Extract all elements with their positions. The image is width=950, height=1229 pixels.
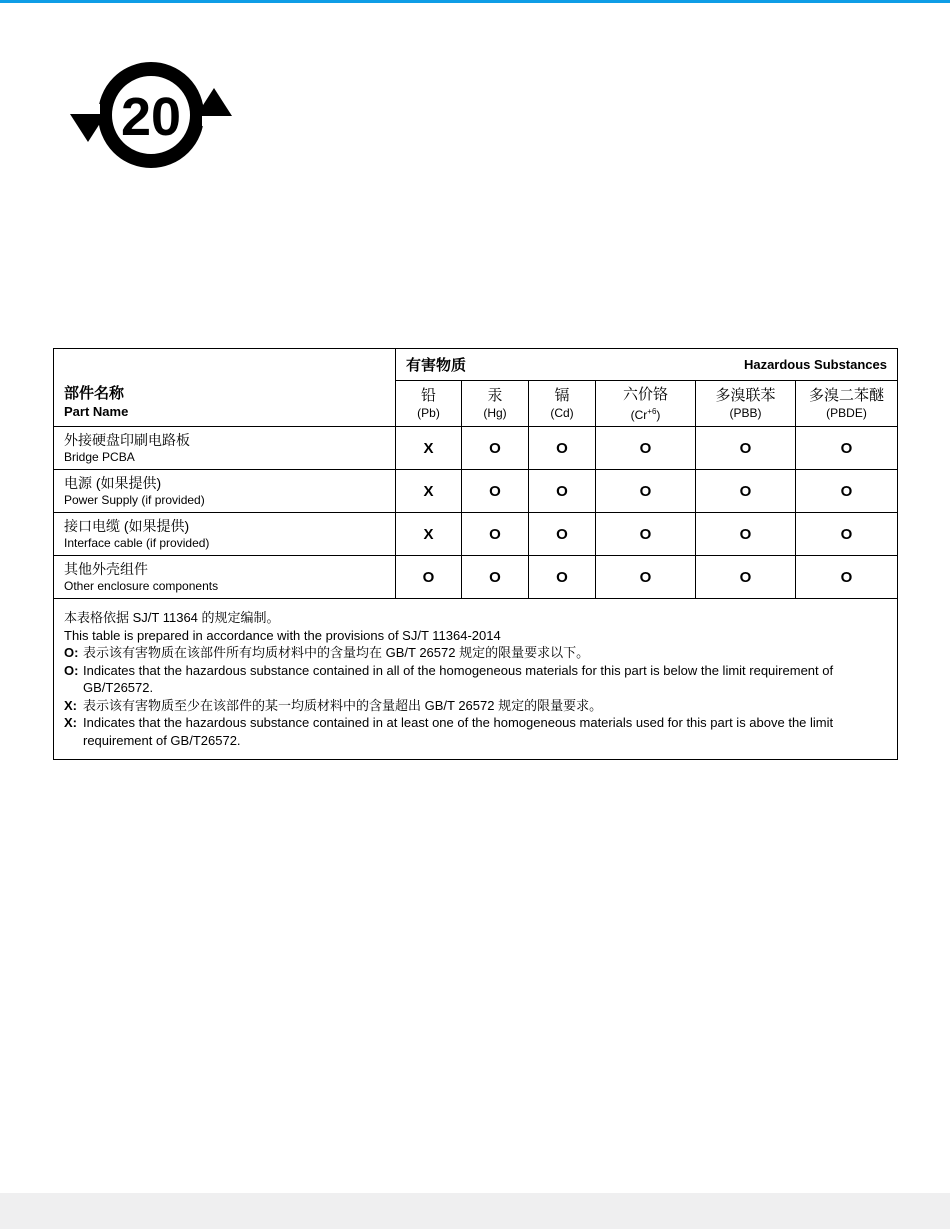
part-en: Bridge PCBA [64,450,135,464]
note-standard-en: This table is prepared in accordance with the provisions of SJ/T 11364-2014 [64,627,501,643]
substance-mark: O [529,556,596,599]
substance-mark: O [396,556,462,599]
substance-en: (PBB) [729,406,762,420]
note-standard-cn: 本表格依据 SJ/T 11364 的规定编制。 [64,610,280,625]
table-row [54,513,898,556]
substance-mark: X [396,470,462,513]
note-x-en [64,714,887,749]
substance-mark: O [696,427,796,470]
substance-mark: O [596,513,696,556]
hazardous-header-en: Hazardous Substances [743,357,887,372]
substance-header-mercury [462,381,529,427]
substance-mark: O [529,427,596,470]
table-row [54,470,898,513]
part-cn: 电源 (如果提供) [64,475,162,491]
note-label: X: [64,697,77,713]
substance-header-lead [396,381,462,427]
footer-band [0,1193,950,1229]
substance-cn: 多溴联苯 [715,387,776,404]
substance-mark: O [696,556,796,599]
substance-header-cadmium [529,381,596,427]
table-notes [54,599,898,760]
note-text: Indicates that the hazardous substance contained in at least one of the homogeneous materials used for this part is above the limit requirement of GB/T26572. [83,715,834,748]
table-row [54,427,898,470]
substance-mark: O [796,556,898,599]
part-name-cell [54,470,396,513]
substance-mark: O [796,427,898,470]
part-name-header [54,349,396,427]
part-name-header-en: Part Name [64,404,129,419]
substance-en: $(Cr^{+6})$ [630,406,661,422]
substance-header-pbde [796,381,898,427]
substance-mark: O [529,470,596,513]
substance-cn: 镉 [554,387,570,404]
table-row [54,556,898,599]
hazardous-header-cn: 有害物质 [406,357,467,374]
logo-number: 20 [120,87,182,147]
substance-mark: O [462,556,529,599]
substance-mark: O [529,513,596,556]
substance-en: (Cd) [550,406,574,420]
note-o-cn [64,644,887,662]
part-cn: 其他外壳组件 [64,561,148,577]
part-en: Other enclosure components [64,579,219,593]
part-en: Power Supply (if provided) [64,493,205,507]
part-cn: 接口电缆 (如果提供) [64,518,190,534]
hazardous-substances-table [53,348,898,760]
note-label: X: [64,715,77,730]
substance-cn: 多溴二苯醚 [808,387,884,404]
note-text: Indicates that the hazardous substance contained in all of the homogeneous materials for this part is below the limit requirement of GB/T26572. [83,662,834,695]
substance-mark: O [462,427,529,470]
substance-cn: 铅 [420,387,436,404]
substance-mark: O [596,556,696,599]
hazardous-substances-header [396,349,898,381]
substance-cn: 六价铬 [622,385,668,403]
substance-mark: X [396,513,462,556]
part-en: Interface cable (if provided) [64,536,210,550]
note-x-cn [64,697,887,715]
part-name-cell [54,556,396,599]
substance-superscript: +6 [647,406,657,416]
note-label: O: [64,645,79,660]
top-accent-bar [0,0,950,3]
note-text: 表示该有害物质在该部件所有均质材料中的含量均在 GB/T 26572 规定的限量要求以下。 [83,645,590,660]
substance-header-chromium [596,381,696,427]
note-o-en [64,662,887,697]
substance-cn: 汞 [487,387,503,404]
substance-mark: O [462,513,529,556]
substance-mark: O [596,470,696,513]
part-cn: 外接硬盘印刷电路板 [64,432,190,448]
substance-en: (PBDE) [826,406,867,420]
part-name-cell [54,427,396,470]
part-name-cell [54,513,396,556]
substance-mark: X [396,427,462,470]
epup-recycle-arrows-icon [66,56,236,174]
substance-header-pbb [696,381,796,427]
substance-en: (Pb) [417,406,440,420]
part-name-header-cn: 部件名称 [64,385,125,402]
substance-mark: O [796,513,898,556]
substance-mark: O [696,470,796,513]
note-label: O: [64,662,79,678]
substance-en: (Hg) [483,406,507,420]
substance-mark: O [796,470,898,513]
substance-mark: O [696,513,796,556]
substance-mark: O [462,470,529,513]
substance-mark: O [596,427,696,470]
note-text: 表示该有害物质至少在该部件的某一均质材料中的含量超出 GB/T 26572 规定的限量要求。 [83,697,603,713]
